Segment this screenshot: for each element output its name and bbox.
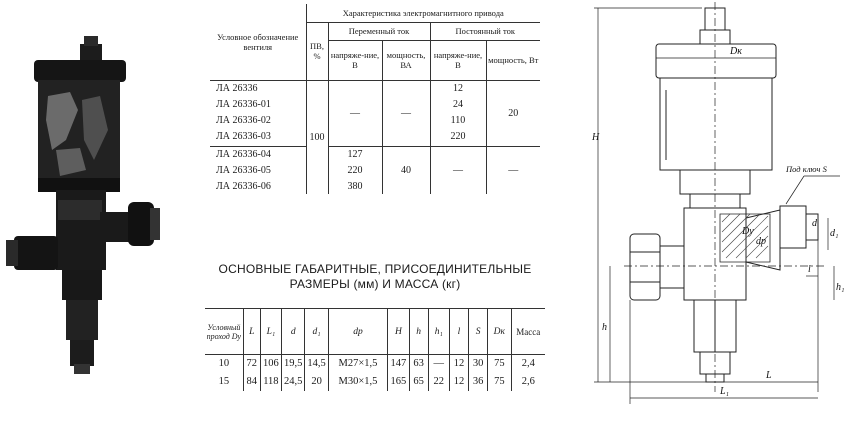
model-cell: ЛА 26336-05	[216, 164, 271, 176]
drive-spec-table	[210, 4, 540, 194]
label-l: l	[808, 264, 811, 275]
header-dp: dр	[328, 309, 388, 355]
model-cell: ЛА 26336-02	[216, 114, 271, 126]
header-pv: ПВ, %	[306, 22, 328, 80]
cell-mass: 2,4	[511, 355, 545, 373]
valve-technical-drawing	[590, 0, 850, 418]
cell-h: 63	[409, 355, 428, 373]
header-L1: L₁	[260, 309, 281, 355]
label-d: d	[812, 218, 817, 229]
cell-L: 72	[243, 355, 260, 373]
header-ac: Переменный ток	[328, 22, 430, 40]
model-cell: ЛА 26336-01	[216, 98, 271, 110]
cell-dy: 10	[218, 358, 230, 370]
label-L: L	[766, 370, 772, 381]
header-h: h	[409, 309, 428, 355]
header-dc-voltage: напряже-ние, В	[430, 40, 486, 80]
valve-photo	[0, 0, 200, 418]
model-cell: ЛА 26336-06	[216, 180, 271, 192]
ac-power-dash: —	[382, 80, 430, 146]
header-L: L	[243, 309, 260, 355]
dimensions-title-line1: ОСНОВНЫЕ ГАБАРИТНЫЕ, ПРИСОЕДИНИТЕЛЬНЫЕ	[218, 262, 532, 276]
cell-L1: 118	[260, 373, 281, 391]
header-valve: Условное обозначение вентиля	[210, 4, 306, 80]
cell-dp: M30×1,5	[328, 373, 388, 391]
cell-h1: 22	[428, 373, 449, 391]
dimensions-title	[205, 262, 545, 292]
header-h1: h₁	[428, 309, 449, 355]
model-cell: ЛА 26336	[216, 82, 258, 94]
header-dc-power: мощность, Вт	[486, 40, 540, 80]
cell-l: 12	[449, 373, 468, 391]
cell-d1: 14,5	[305, 355, 328, 373]
cell-d: 24,5	[282, 373, 305, 391]
cell-H: 147	[388, 355, 409, 373]
cell-Dk: 75	[488, 355, 511, 373]
cell-dy: 15	[218, 376, 230, 387]
model-cell: ЛА 26336-04	[210, 146, 306, 162]
electromagnetic-drive-table	[210, 0, 540, 240]
header-d: d	[282, 309, 305, 355]
header-Dk: Dк	[488, 309, 511, 355]
label-h1: h₁	[836, 282, 845, 293]
header-ac-voltage: напряже-ние, В	[328, 40, 382, 80]
cell-d1: 20	[305, 373, 328, 391]
header-l: l	[449, 309, 468, 355]
table-row	[205, 373, 545, 391]
ac-voltage-cell: 220	[328, 162, 382, 178]
header-H: H	[388, 309, 409, 355]
ac-power-value: 40	[382, 146, 430, 194]
dc-power-value: 20	[486, 80, 540, 146]
dc-voltage-cell: 220	[430, 128, 486, 146]
pv-value: 100	[306, 80, 328, 194]
dc-power-dash: —	[486, 146, 540, 194]
label-wrench: Под ключ S	[786, 164, 827, 174]
table-row	[205, 355, 545, 373]
dc-voltage-dash: —	[430, 146, 486, 194]
cell-Dk: 75	[488, 373, 511, 391]
cell-mass: 2,6	[511, 373, 545, 391]
label-dp: dр	[756, 236, 766, 247]
label-H: H	[592, 132, 600, 143]
header-dc: Постоянный ток	[430, 22, 540, 40]
label-d1: d₁	[830, 228, 839, 239]
header-d1: d₁	[305, 309, 328, 355]
ac-voltage-dash: —	[328, 80, 382, 146]
dimensions-table	[205, 308, 545, 391]
header-S: S	[469, 309, 488, 355]
ac-voltage-cell: 380	[328, 178, 382, 194]
label-h: h	[602, 322, 607, 333]
cell-h: 65	[409, 373, 428, 391]
cell-S: 36	[469, 373, 488, 391]
dimensions-title-line2: РАЗМЕРЫ (мм) И МАССА (кг)	[289, 277, 461, 291]
cell-l: 12	[449, 355, 468, 373]
label-dy: Dу	[742, 226, 754, 237]
dc-voltage-cell: 110	[430, 112, 486, 128]
cell-S: 30	[469, 355, 488, 373]
label-dk: Dк	[730, 46, 742, 57]
dc-voltage-cell: 24	[430, 96, 486, 112]
valve-photo-image	[0, 0, 200, 418]
valve-drawing-svg	[590, 0, 850, 418]
ac-voltage-cell: 127	[328, 146, 382, 162]
cell-H: 165	[388, 373, 409, 391]
cell-h1: —	[428, 355, 449, 373]
cell-L: 84	[243, 373, 260, 391]
header-dy: Условный проход Dу	[205, 309, 243, 355]
label-L1: L₁	[720, 386, 730, 397]
header-drive-characteristics: Характеристика электромагнитного привода	[306, 4, 540, 22]
cell-dp: M27×1,5	[328, 355, 388, 373]
header-mass: Масса	[511, 309, 545, 355]
model-cell: ЛА 26336-03	[216, 131, 271, 143]
cell-L1: 106	[260, 355, 281, 373]
dimensions-section	[205, 262, 545, 418]
cell-d: 19,5	[282, 355, 305, 373]
dc-voltage-cell: 12	[430, 80, 486, 96]
header-ac-power: мощность, ВА	[382, 40, 430, 80]
